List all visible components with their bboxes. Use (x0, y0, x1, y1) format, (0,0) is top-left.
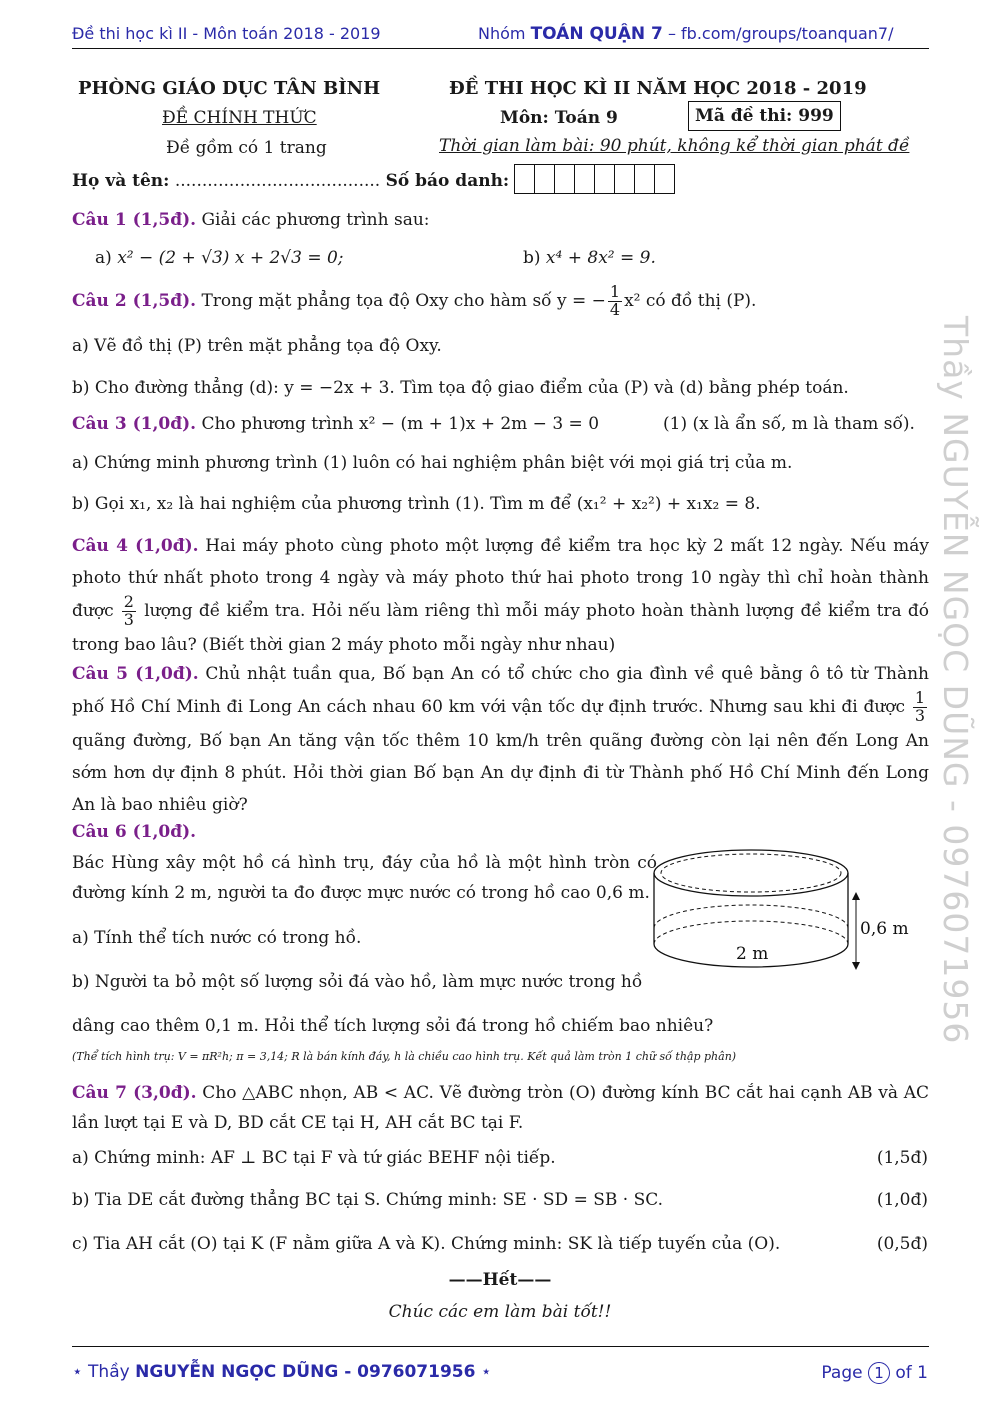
q2-number: Câu 2 (1,5đ). (72, 290, 197, 311)
group-name: TOÁN QUẬN 7 (530, 24, 663, 44)
q4-number: Câu 4 (1,0đ). (72, 536, 199, 556)
q7: Câu 7 (3,0đ). Cho △ABC nhọn, AB < AC. Vẽ đường tròn (O) đường kính BC cắt hai cạnh AB và AC lần lượt tại E và D, BD cắt CE tại H, AH cắt BC tại F. (72, 1083, 929, 1133)
q2-fraction: $\frac{1}{4}$ (609, 282, 621, 319)
time-note: Thời gian làm bài: 90 phút, không kể thời gian phát đề (439, 136, 910, 156)
cylinder-figure (650, 840, 920, 980)
exam-code: Mã đề thi: 999 (688, 101, 841, 131)
closing-note: Chúc các em làm bài tốt!! (388, 1302, 612, 1322)
q7-a-points: (1,5đ) (876, 1148, 928, 1168)
student-info-row (72, 164, 675, 199)
q7-number: Câu 7 (3,0đ). (72, 1083, 197, 1103)
q3-note: (1) (x là ẩn số, m là tham số). (663, 414, 915, 434)
school-name: PHÒNG GIÁO DỤC TÂN BÌNH (78, 78, 381, 99)
q5-fraction: $\frac{1}{3}$ (914, 688, 925, 725)
q2-a: a) Vẽ đồ thị (P) trên mặt phẳng tọa độ Oxy. (72, 336, 442, 356)
q3 (72, 414, 599, 434)
q2: Câu 2 (1,5đ). Trong mặt phẳng tọa độ Oxy cho hàm số y = − $\frac{1}{4}$ x² có đồ thị (P). (72, 282, 757, 319)
q3-number: Câu 3 (1,0đ). (72, 414, 197, 434)
q5: Câu 5 (1,0đ). Chủ nhật tuần qua, Bố bạn An có tổ chức cho gia đình về quê bằng ô tô từ Thành phố Hồ Chí Minh đi Long An cách nhau 60 km với vận tốc dự định trước. Nhưng sau khi đi được $\frac{1}{3}$ quãng đường, Bố bạn An tăng vận tốc thêm 10 km/h trên quãng đường còn lại nên đến Long An sớm hơn dự định 8 phút. Hỏi thời gian Bố bạn An dự định đi từ Thành phố Hồ Chí Minh đến Long An là bao nhiêu giờ? (72, 664, 930, 815)
q5-number: Câu 5 (1,0đ). (72, 664, 199, 684)
q1-a: a) x² − (2 + √3) x + 2√3 = 0; (95, 248, 344, 268)
id-boxes[interactable] (515, 164, 675, 199)
q2-b: b) Cho đường thẳng (d): y = −2x + 3. Tìm tọa độ giao điểm của (P) và (d) bằng phép toán. (72, 378, 849, 398)
q3-a: a) Chứng minh phương trình (1) luôn có hai nghiệm phân biệt với mọi giá trị của m. (72, 453, 793, 473)
q6-a: a) Tính thể tích nước có trong hồ. (72, 928, 362, 948)
exam-title: ĐỀ THI HỌC KÌ II NĂM HỌC 2018 - 2019 (449, 78, 867, 99)
page-number: 1 (868, 1362, 890, 1384)
header-left: Đề thi học kì II - Môn toán 2018 - 2019 (72, 24, 381, 43)
q7-b: b) Tia DE cắt đường thẳng BC tại S. Chứng minh: SE · SD = SB · SC. (72, 1190, 664, 1210)
id-label: Số báo danh: (385, 171, 510, 191)
q3-text: Cho phương trình x² − (m + 1)x + 2m − 3 = 0 (201, 414, 600, 434)
q1-b: b) x⁴ + 8x² = 9. (523, 248, 656, 268)
q3-b: b) Gọi x₁, x₂ là hai nghiệm của phương trình (1). Tìm m để (x₁² + x₂²) + x₁x₂ = 8. (72, 494, 761, 514)
q1-number: Câu 1 (1,5đ). (72, 210, 197, 230)
q1-text: Giải các phương trình sau: (201, 210, 430, 230)
name-label: Họ và tên: (72, 171, 170, 191)
q7-c-points: (0,5đ) (876, 1234, 928, 1254)
q6-formula-note: (Thể tích hình trụ: V = πR²h; π = 3,14; R là bán kính đáy, h là chiều cao hình trụ. Kết quả làm tròn 1 chữ số thập phân) (72, 1050, 737, 1063)
page-count: Đề gồm có 1 trang (166, 138, 327, 158)
subject: Môn: Toán 9 (500, 108, 618, 128)
footer-rule (72, 1346, 929, 1347)
fig-diameter-label: 2 m (736, 944, 769, 964)
q6-b2: dâng cao thêm 0,1 m. Hỏi thể tích lượng sỏi đá trong hồ chiếm bao nhiêu? (72, 1016, 714, 1036)
q7-c: c) Tia AH cắt (O) tại K (F nằm giữa A và K). Chứng minh: SK là tiếp tuyến của (O). (72, 1234, 781, 1254)
fig-height-label: 0,6 m (860, 919, 909, 939)
q6-number: Câu 6 (1,0đ). (72, 822, 197, 842)
official-label: ĐỀ CHÍNH THỨC (162, 108, 317, 128)
q6-b1: b) Người ta bỏ một số lượng sỏi đá vào hồ, làm mực nước trong hồ (72, 972, 643, 992)
footer-page: Page 1 of 1 (821, 1363, 928, 1383)
q7-a: a) Chứng minh: AF ⊥ BC tại F và tứ giác BEHF nội tiếp. (72, 1148, 556, 1168)
footer-author: ⋆ Thầy NGUYỄN NGỌC DŨNG - 0976071956 ⋆ (72, 1362, 492, 1382)
q1 (72, 210, 430, 230)
header-rule (72, 48, 929, 49)
q4-fraction: $\frac{2}{3}$ (123, 592, 134, 629)
name-field[interactable]: ...................................... (174, 171, 381, 191)
q4: Câu 4 (1,0đ). Hai máy photo cùng photo một lượng đề kiểm tra học kỳ 2 mất 12 ngày. Nếu máy photo thứ nhất photo trong 4 ngày và máy photo thứ hai photo trong 10 ngày thì chỉ hoàn thành được $\frac{2}{3}$ lượng đề kiểm tra. Hỏi nếu làm riêng thì mỗi máy photo hoàn thành lượng đề kiểm tra đó trong bao lâu? (Biết thời gian 2 máy photo mỗi ngày như nhau) (72, 536, 929, 655)
q7-b-points: (1,0đ) (876, 1190, 928, 1210)
q6-text: Bác Hùng xây một hồ cá hình trụ, đáy của hồ là một hình tròn có đường kính 2 m, người ta đo được mực nước có trong hồ cao 0,6 m. (72, 853, 657, 903)
end-mark: ——Hết—— (448, 1270, 552, 1290)
header-right: Nhóm TOÁN QUẬN 7 – fb.com/groups/toanquan7/ (478, 24, 894, 44)
watermark: Thầy NGUYỄN NGỌC DŨNG - 0976071956 (936, 316, 975, 1045)
